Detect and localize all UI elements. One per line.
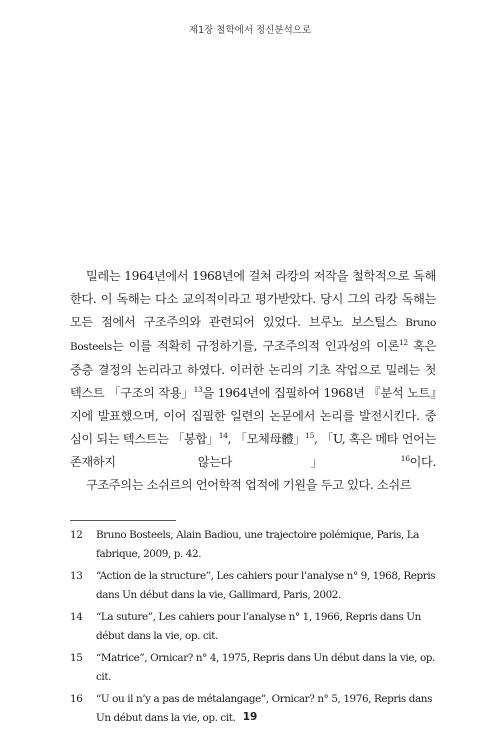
author-name: Bruno Bosteels (70, 317, 436, 353)
paragraph-1-part-e: , 「모체母體」 (227, 432, 306, 446)
footnote-text: Bruno Bosteels, Alain Badiou, une trajectoire polémique, Paris, La fabrique, 2009, p. 42. (96, 529, 420, 560)
footnote-text: “Action de la structure”, Les cahiers pour l’analyse n° 9, 1968, Repris dans Un début dans la vie, Gallimard, Paris, 2002. (96, 570, 436, 601)
paragraph-1-part-b: 는 이를 적확히 규정하기를, 구조주의적 인과성의 이론 (111, 339, 399, 353)
footnote-number: 13 (70, 570, 83, 582)
paragraph-1-part-d: 을 1964년에 집필하여 1968년 『분석 노트』지에 발표했으며, 이어 집필한 일련의 논문에서 논리를 발전시킨다. 중심이 되는 텍스트는 「봉합」 (70, 386, 437, 446)
footnote-ref-13[interactable]: 13 (193, 385, 203, 394)
footnote-number: 12 (70, 529, 83, 541)
footnote-12 (70, 526, 436, 563)
body-text (70, 265, 436, 497)
footnote-number: 16 (70, 693, 83, 705)
footnote-text: “La suture”, Les cahiers pour l’analyse n° 1, 1966, Repris dans Un début dans la vie, op. cit. (96, 611, 421, 642)
paragraph-1-part-f: , 「U, 혹은 메타 언어는 존재하지 않는다」 (70, 432, 437, 469)
footnote-14 (70, 608, 436, 645)
footnote-text: “Matrice”, Ornicar? n° 4, 1975, Repris dans Un début dans la vie, op. cit. (96, 652, 435, 683)
footnote-text: “U ou il n’y a pas de métalangage”, Ornicar? n° 5, 1976, Repris dans Un début dans la vie, op. cit. (96, 693, 433, 724)
footnote-number: 14 (70, 611, 83, 623)
running-head: 제1장 철학에서 정신분석으로 (188, 25, 312, 36)
paragraph-1-part-g: 이다. (409, 455, 436, 469)
paragraph-2: 구조주의는 소쉬르의 언어학적 업적에 기원을 두고 있다. 소쉬르 (86, 478, 412, 492)
footnote-ref-16[interactable]: 16 (400, 454, 410, 463)
footnote-divider (70, 520, 176, 521)
page-number: 19 (242, 711, 258, 723)
footnote-number: 15 (70, 652, 83, 664)
footnote-ref-14[interactable]: 14 (218, 431, 228, 440)
footnote-ref-12[interactable]: 12 (398, 338, 408, 347)
paragraph-1 (70, 265, 436, 474)
footnotes (70, 526, 436, 731)
footnote-ref-15[interactable]: 15 (305, 431, 315, 440)
paragraph-1-part-c: 혹은 중층 결정의 논리라고 하였다. 이러한 논리의 기초 작업으로 밀레는 첫 텍스트 「구조의 작용」 (70, 339, 437, 400)
footnote-13 (70, 567, 436, 604)
footnote-15 (70, 649, 436, 686)
paragraph-1-part-a: 밀레는 1964년에서 1968년에 걸쳐 라캉의 저작을 철학적으로 독해한다. 이 독해는 다소 교의적이라고 평가받았다. 당시 그의 라캉 독해는 모든 점에서 구조주의와 관련되어 있었다. 브루노 보스틸스 (70, 269, 436, 329)
